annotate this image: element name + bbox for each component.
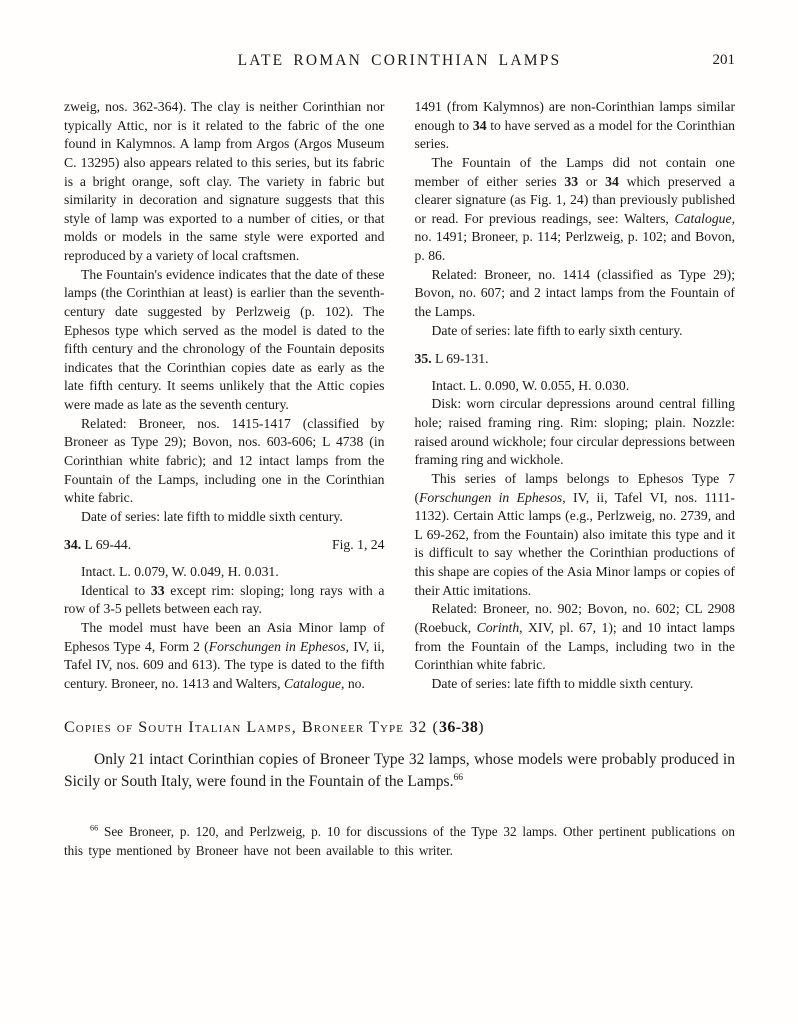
catalog-entry-heading xyxy=(64,536,385,555)
text-segment: Disk: worn circular depressions around central filling hole; raised framing ring. Rim: sloping; plain. Nozzle: raised around wickhole; four circular depressions between framing ring and wickhole. xyxy=(414,396,735,468)
paragraph xyxy=(415,470,736,600)
text-segment: 33 xyxy=(564,173,579,189)
paragraph xyxy=(64,98,385,266)
text-segment: Forschungen in Ephesos xyxy=(419,489,563,505)
paragraph xyxy=(415,154,736,266)
text-segment: The model must have been an Asia Minor lamp of Ephesos Type 4, Form 2 ( xyxy=(64,619,385,654)
paragraph xyxy=(415,266,736,322)
paragraph xyxy=(64,266,385,415)
paragraph xyxy=(415,322,736,341)
text-segment: , no. xyxy=(340,675,365,691)
page-header xyxy=(64,52,735,74)
text-segment: See Broneer, p. 120, and Perlzweig, p. 10 for discussions of the Type 32 lamps. Other pertinent publications on this type mentioned by Broneer have not been available to this writer. xyxy=(64,824,735,858)
paragraph xyxy=(64,619,385,694)
section-heading xyxy=(64,719,735,737)
catalog-entry-heading xyxy=(415,350,736,369)
text-segment: , IV, ii, Tafel IV, nos. 609 and 613). The type is dated to the fifth century. Broneer, no. 1413 and Walters, xyxy=(64,638,385,691)
two-column-body xyxy=(64,98,735,693)
text-segment: Only 21 intact Corinthian copies of Broneer Type 32 lamps, whose models were probably produced in Sicily or South Italy, were found in the Fountain of the Lamps. xyxy=(64,751,735,791)
text-segment: Forschungen in Ephesos xyxy=(208,638,346,654)
paragraph xyxy=(415,600,736,675)
paragraph xyxy=(64,582,385,619)
text-segment: 33 xyxy=(150,582,165,598)
text-segment: except rim: sloping; long rays with a row of 3-5 pellets between each ray. xyxy=(64,582,385,617)
text-segment: The Fountain of the Lamps did not contain one member of either series xyxy=(414,154,735,189)
text-segment: Copies of South Italian Lamps, Broneer Type 32 ( xyxy=(64,719,439,737)
text-segment: 1491 (from Kalymnos) are non-Corinthian lamps similar enough to xyxy=(414,99,735,133)
paragraph xyxy=(64,508,385,527)
left-column xyxy=(64,98,385,693)
text-segment: Catalogue xyxy=(283,675,341,691)
text-segment: 66 xyxy=(453,772,464,784)
text-segment: 66 xyxy=(90,823,99,833)
text-segment: or xyxy=(578,173,606,189)
text-segment: , no. 1491; Broneer, p. 114; Perlzweig, p. 102; and Bovon, p. 86. xyxy=(414,210,735,263)
text-segment: Related: Broneer, nos. 1415-1417 (classified by Broneer as Type 29); Bovon, nos. 603-606; L 4738 (in Corinthian white fabric); and 12 intact lamps from the Fountain of the Lamps, including one in the Corinthian white fabric. xyxy=(64,415,385,506)
text-segment: This series of lamps belongs to Ephesos Type 7 ( xyxy=(414,470,735,505)
text-segment: The Fountain's evidence indicates that the date of these lamps (the Corinthian at least) is earlier than the seventh-century date suggested by Perlzweig (p. 102). The Ephesos type which served as the model is dated to the fifth century and the chronology of the Fountain deposits indicates that the Corinthian copies date as early as the late fifth century. It seems unlikely that the Attic copies were made as late as the seventh century. xyxy=(64,266,385,412)
section-intro-paragraph xyxy=(64,749,735,793)
text-segment: Related: Broneer, no. 1414 (classified as Type 29); Bovon, no. 607; and 2 intact lamps from the Fountain of the Lamps. xyxy=(414,266,735,319)
text-segment: Identical to xyxy=(81,582,151,598)
footnote xyxy=(64,823,735,860)
text-segment: ) xyxy=(478,719,484,737)
paragraph xyxy=(415,377,736,396)
text-segment: Date of series: late fifth to early sixth century. xyxy=(431,322,683,338)
paragraph xyxy=(415,395,736,470)
text-segment: , XIV, pl. 67, 1); and 10 intact lamps from the Fountain of the Lamps, including two in the Corinthian white fabric. xyxy=(414,619,735,673)
catalog-entry-number xyxy=(64,536,131,555)
text-segment: Intact. L. 0.079, W. 0.049, H. 0.031. xyxy=(81,564,279,579)
right-column xyxy=(415,98,736,693)
text-segment: Corinth xyxy=(476,619,520,635)
text-segment: L 69-44. xyxy=(81,537,132,553)
text-segment: zweig, nos. 362-364). The clay is neither Corinthian nor typically Attic, nor is it related to the fabric of the one found in Kalymnos. A lamp from Argos (Argos Museum C. 13295) also appears related to this series, but its fabric is a bright orange, soft clay. The variety in fabric but similarity in decoration and signature suggests that this style of lamp was exported to a number of cities, or that molds or models in the same style were exported and reproduced by a variety of local craftsmen. xyxy=(64,99,385,263)
text-segment: Date of series: late fifth to middle sixth century. xyxy=(431,675,694,691)
text-segment: Date of series: late fifth to middle sixth century. xyxy=(81,508,343,524)
text-segment: 34. xyxy=(64,537,82,553)
text-segment: L 69-131. xyxy=(431,351,489,367)
text-segment: Catalogue xyxy=(674,210,732,226)
text-segment: Intact. L. 0.090, W. 0.055, H. 0.030. xyxy=(431,377,630,393)
text-segment: , IV, ii, Tafel VI, nos. 1111-1132). Certain Attic lamps (e.g., Perlzweig, no. 2739, and L 69-262, from the Fountain) also imitate this type and it is difficult to say whether the Corinthian productions of this shape are copies of the Asia Minor lamps or copies of their Attic imitations. xyxy=(414,489,735,598)
catalog-entry-number xyxy=(415,350,489,369)
text-segment: 36-38 xyxy=(438,719,479,737)
text-segment: 34 xyxy=(605,173,619,189)
text-segment: Related: Broneer, no. 902; Bovon, no. 602; CL 2908 (Roebuck, xyxy=(414,601,735,635)
paragraph xyxy=(64,563,385,582)
paragraph xyxy=(415,98,736,154)
paragraph xyxy=(64,415,385,508)
text-segment: 34 xyxy=(472,117,487,133)
text-segment: 35. xyxy=(414,351,432,367)
paragraph xyxy=(415,675,736,694)
text-segment: to have served as a model for the Corinthian series. xyxy=(414,117,735,152)
running-title: LATE ROMAN CORINTHIAN LAMPS xyxy=(237,52,562,69)
text-segment: which preserved a clearer signature (as Fig. 1, 24) than previously published or read. For previous readings, see: Walters, xyxy=(414,173,736,226)
page-number: 201 xyxy=(712,52,735,68)
figure-reference: Fig. 1, 24 xyxy=(332,537,385,553)
